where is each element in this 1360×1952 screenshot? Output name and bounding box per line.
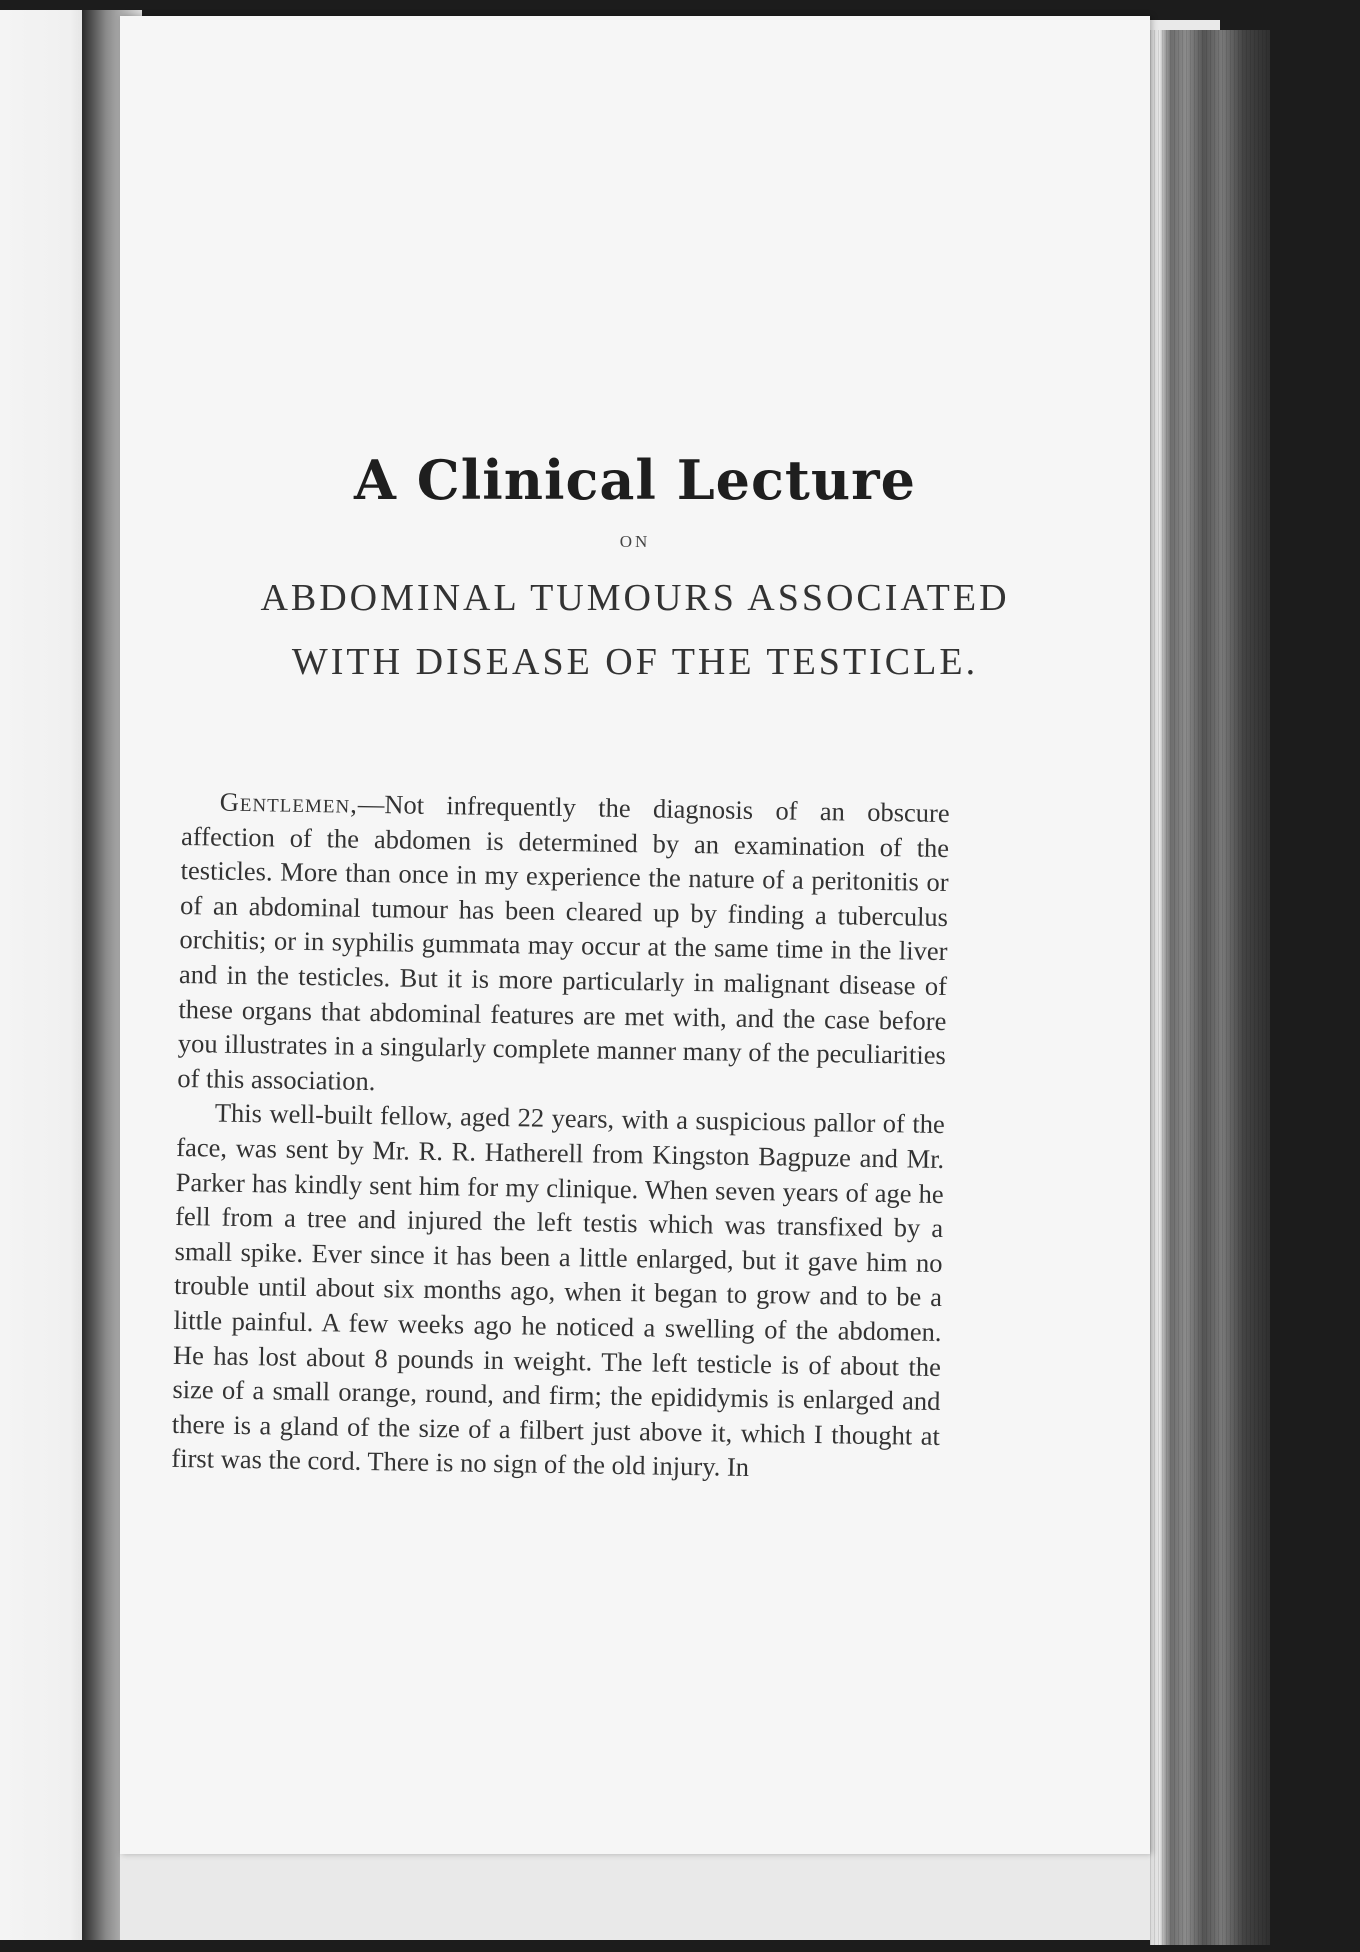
paragraph-1-text: —Not infrequently the diagnosis of an obscure affection of the abdomen is determined by an examination of the testicles. More than once in my experience the nature of a peritonitis or of an abdominal tumour has been cleared up by finding a tuberculus orchitis; or in syphilis gummata may occur at the same time in the liver and in the testicles. But it is more particularly in malignant disease of these organs that abdominal features are met with, and the case before you illustrates in a singularly complete manner many of the peculiarities of this association. (177, 788, 950, 1096)
book-page (120, 16, 1150, 1854)
paragraph-1 (177, 784, 950, 1107)
lecture-heading: A Clinical Lecture (354, 448, 916, 512)
title-line-1: ABDOMINAL TUMOURS ASSOCIATED (260, 577, 1010, 619)
heading-connector: ON (619, 532, 651, 551)
salutation: Gentlemen, (219, 786, 359, 819)
page-stack-edge (1150, 30, 1270, 1945)
title-line-2: WITH DISEASE OF THE TESTICLE. (291, 641, 979, 683)
body-text (171, 784, 950, 1488)
paragraph-2: This well-built fellow, aged 22 years, with a suspicious pallor of the face, was sent by Mr. R. R. Hatherell from Kingston Bagpuze and Mr. Parker has kindly sent him for my clinique. When seven years of age he fell from a tree and injured the left testis which was transfixed by a small spike. Ever since it has been a little enlarged, but it gave him no trouble until about six months ago, when it began to grow and to be a little painful. A few weeks ago he noticed a swelling of the abdomen. He has lost about 8 pounds in weight. The left testicle is of about the size of a small orange, round, and firm; the epididymis is enlarged and there is a gland of the size of a filbert just above it, which I thought at first was the cord. There is no sign of the old injury. In (171, 1097, 945, 1483)
